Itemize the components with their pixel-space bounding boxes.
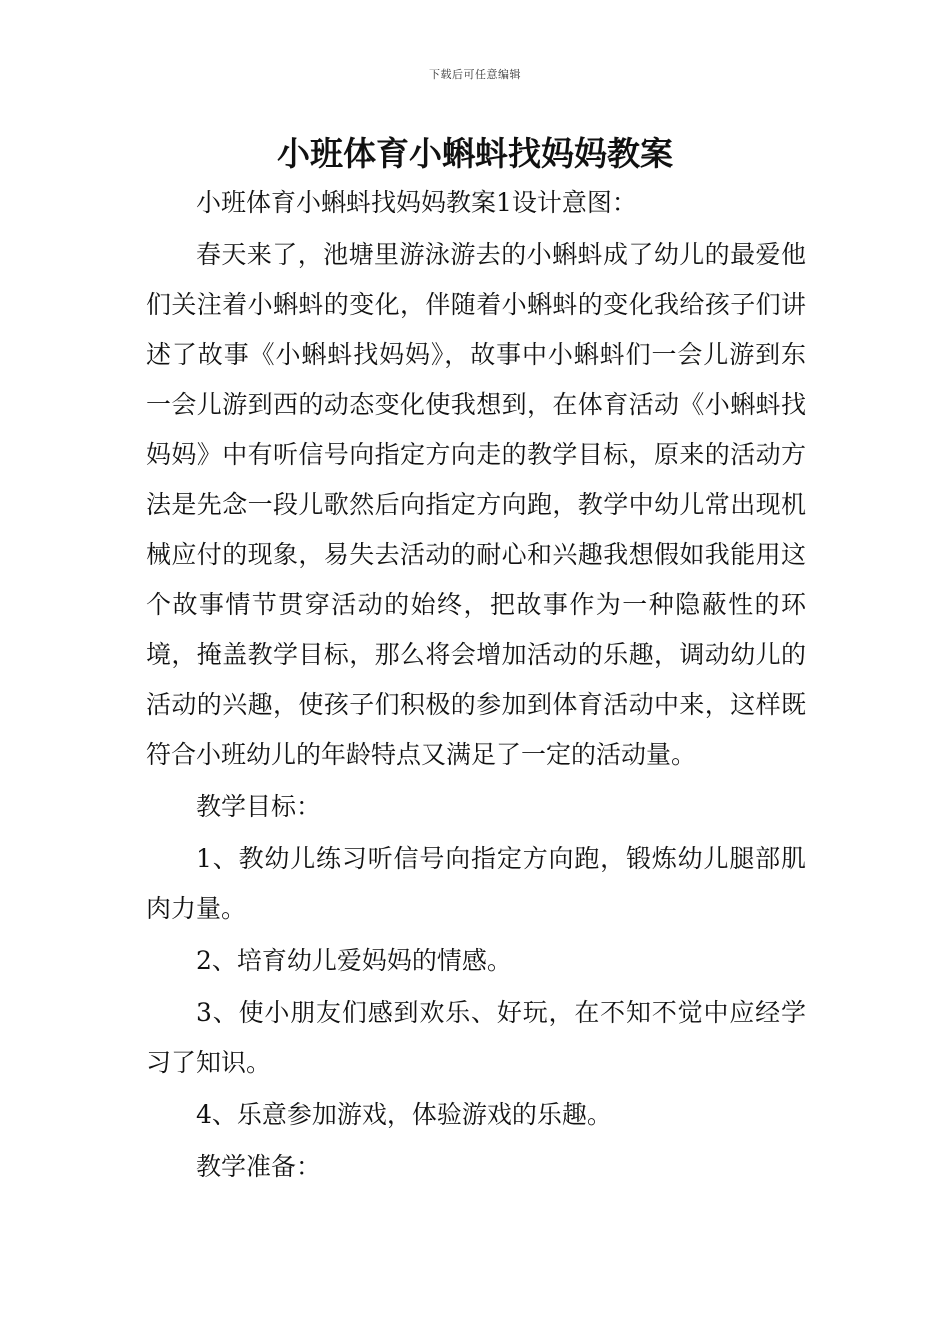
paragraph-goal-2: 2、培育幼儿爱妈妈的情感。: [196, 946, 512, 975]
paragraph-intro: 小班体育小蝌蚪找妈妈教案1设计意图：: [196, 188, 637, 217]
document-body: [146, 178, 806, 1194]
paragraph-goal-1: 1、教幼儿练习听信号向指定方向跑，锻炼幼儿腿部肌肉力量。: [146, 844, 806, 923]
paragraph-goal-3: 3、使小朋友们感到欢乐、好玩，在不知不觉中应经学习了知识。: [146, 998, 806, 1077]
paragraph-goals-heading: 教学目标：: [196, 792, 322, 821]
header-note: 下载后可任意编辑: [429, 68, 521, 81]
paragraph-preparation-heading: 教学准备：: [196, 1152, 322, 1181]
paragraph-design-intent: 春天来了，池塘里游泳游去的小蝌蚪成了幼儿的最爱他们关注着小蝌蚪的变化，伴随着小蝌蚪的变化我给孩子们讲述了故事《小蝌蚪找妈妈》，故事中小蝌蚪们一会儿游到东一会儿游到西的动态变化使我想到，在体育活动《小蝌蚪找妈妈》中有听信号向指定方向走的教学目标，原来的活动方法是先念一段儿歌然后向指定方向跑，教学中幼儿常出现机械应付的现象，易失去活动的耐心和兴趣我想假如我能用这个故事情节贯穿活动的始终，把故事作为一种隐蔽性的环境，掩盖教学目标，那么将会增加活动的乐趣，调动幼儿的活动的兴趣，使孩子们积极的参加到体育活动中来，这样既符合小班幼儿的年龄特点又满足了一定的活动量。: [146, 240, 806, 769]
paragraph-goal-4: 4、乐意参加游戏，体验游戏的乐趣。: [196, 1100, 612, 1129]
document-title: 小班体育小蝌蚪找妈妈教案: [277, 134, 673, 173]
